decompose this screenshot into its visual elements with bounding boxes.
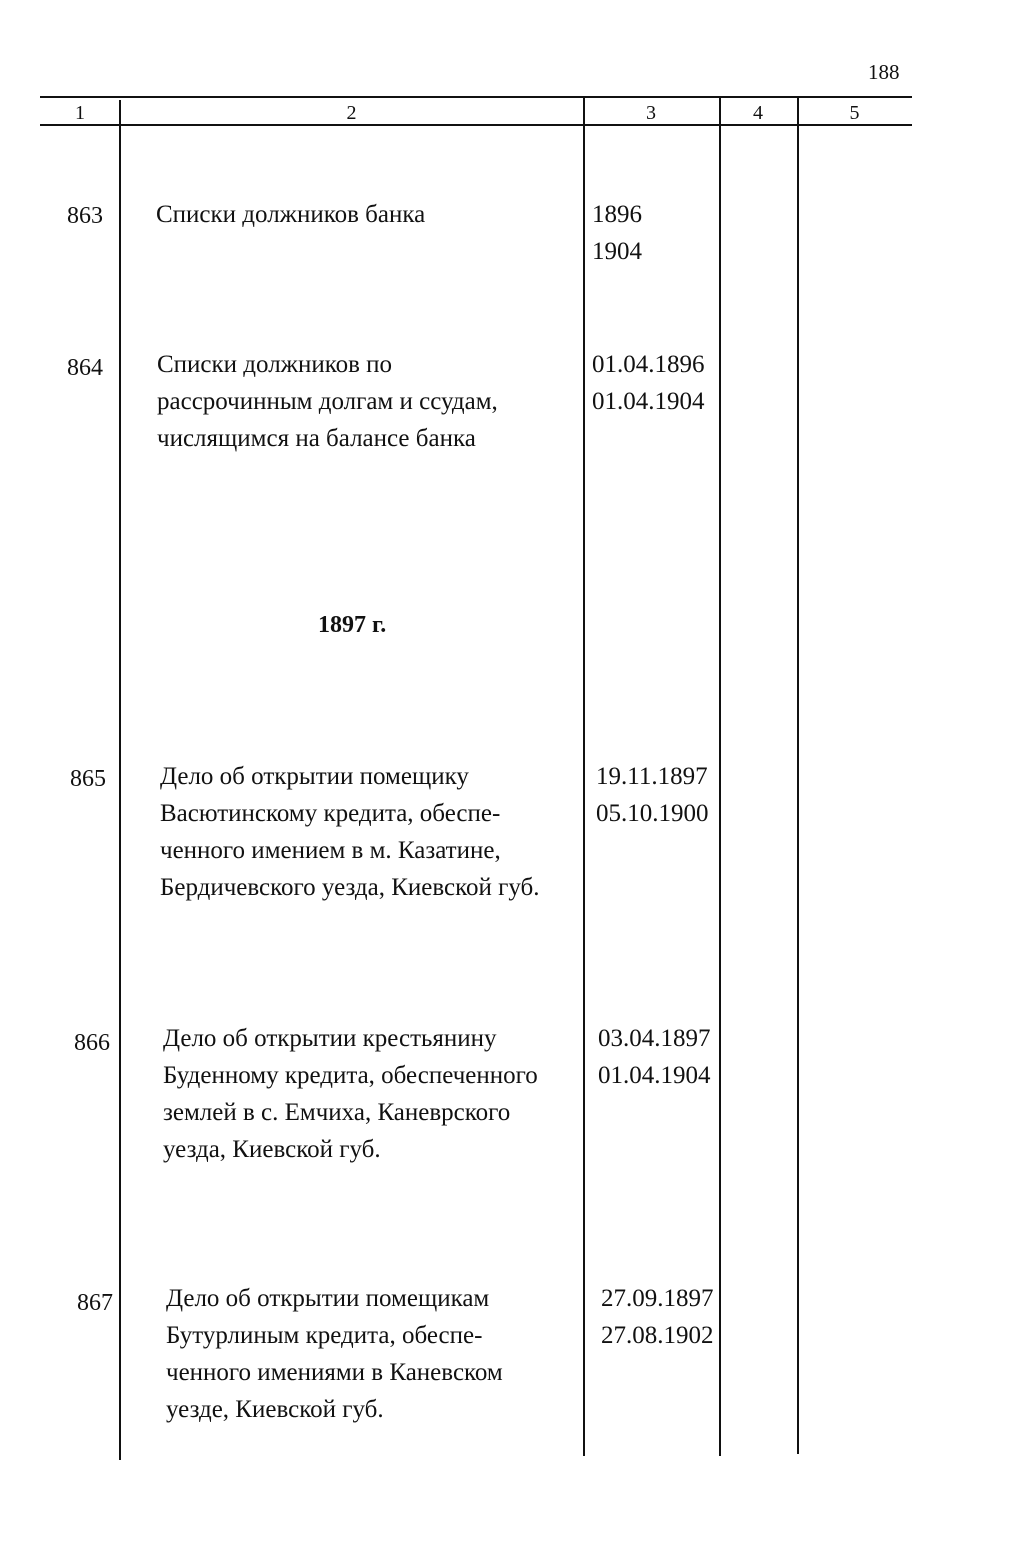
entry-title-line: Списки должников банка xyxy=(156,201,426,228)
date-end: 01.04.1904 xyxy=(598,1062,711,1089)
entry-dates xyxy=(592,346,705,420)
date-end: 01.04.1904 xyxy=(592,388,705,415)
entry-title-line: ченного имениями в Каневском xyxy=(166,1359,503,1386)
column-divider-4 xyxy=(797,98,799,1454)
column-divider-1 xyxy=(119,100,121,1460)
entry-dates xyxy=(592,196,642,270)
entry-number: 864 xyxy=(67,355,103,381)
entry-title-line: Буденному кредита, обеспеченного xyxy=(163,1062,538,1089)
entry-title-line: Бердичевского уезда, Киевской губ. xyxy=(160,874,540,901)
entry-number: 863 xyxy=(67,203,103,229)
entry-title xyxy=(156,196,566,233)
entry-title-line: уезде, Киевской губ. xyxy=(166,1396,384,1423)
page-number: 188 xyxy=(868,60,900,84)
entry-number: 866 xyxy=(74,1030,110,1056)
date-start: 1896 xyxy=(592,201,642,228)
header-top-rule xyxy=(40,96,912,98)
date-end: 1904 xyxy=(592,238,642,265)
entry-title xyxy=(163,1020,559,1168)
entry-title-line: Васютинскому кредита, обеспе- xyxy=(160,800,501,827)
entry-dates xyxy=(598,1020,711,1094)
column-header-2: 2 xyxy=(346,102,357,124)
column-header-3: 3 xyxy=(646,102,656,124)
entry-title-line: ченного имением в м. Казатине, xyxy=(160,837,501,864)
date-start: 03.04.1897 xyxy=(598,1025,711,1052)
entry-title-line: Бутурлиным кредита, обеспе- xyxy=(166,1322,483,1349)
date-start: 27.09.1897 xyxy=(601,1285,714,1312)
column-header-4: 4 xyxy=(753,102,763,124)
entry-title-line: рассрочинным долгам и ссудам, xyxy=(157,388,498,415)
column-divider-3 xyxy=(719,98,721,1456)
entry-title-line: Дело об открытии помещику xyxy=(160,763,469,790)
column-header-5: 5 xyxy=(849,102,860,124)
year-heading: 1897 г. xyxy=(318,612,387,638)
date-end: 05.10.1900 xyxy=(596,800,709,827)
entry-title-line: Дело об открытии крестьянину xyxy=(163,1025,497,1052)
entry-number: 865 xyxy=(70,766,106,792)
entry-title-line: числящимся на балансе банка xyxy=(157,425,476,452)
entry-dates xyxy=(596,758,709,832)
entry-title xyxy=(166,1280,562,1428)
entry-title-line: землей в с. Емчиха, Каневрского xyxy=(163,1099,511,1126)
entry-title-line: Списки должников по xyxy=(157,351,393,378)
entry-title-line: уезда, Киевской губ. xyxy=(163,1136,381,1163)
column-divider-2 xyxy=(583,98,585,1456)
entry-title xyxy=(157,346,554,457)
entry-dates xyxy=(601,1280,714,1354)
date-start: 01.04.1896 xyxy=(592,351,705,378)
date-start: 19.11.1897 xyxy=(596,763,708,790)
column-header-1: 1 xyxy=(75,102,85,124)
entry-title-line: Дело об открытии помещикам xyxy=(166,1285,490,1312)
entry-number: 867 xyxy=(77,1290,113,1316)
date-end: 27.08.1902 xyxy=(601,1322,714,1349)
entry-title xyxy=(160,758,557,906)
